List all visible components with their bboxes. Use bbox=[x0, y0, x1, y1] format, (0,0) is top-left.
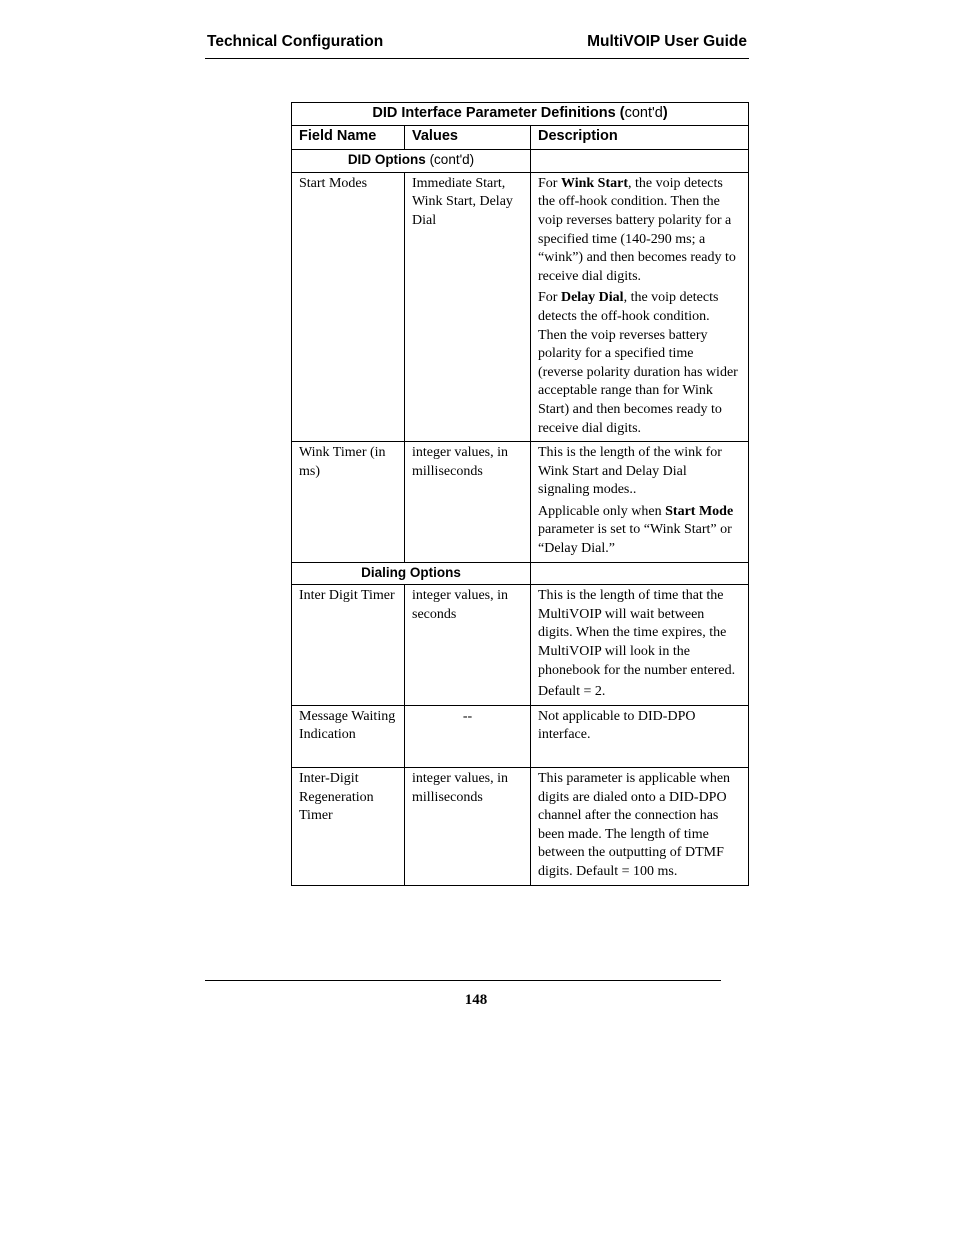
column-header-values: Values bbox=[405, 125, 531, 150]
page-number: 148 bbox=[464, 992, 488, 1008]
desc-bold-term: Wink Start bbox=[560, 175, 628, 191]
section-dialing-options-empty bbox=[531, 562, 749, 585]
field-name: Start Modes bbox=[292, 172, 405, 441]
desc-text: For bbox=[538, 290, 561, 306]
table-title-bold-a: DID Interface Parameter Definitions ( bbox=[372, 105, 625, 121]
section-row-dialing-options bbox=[292, 562, 749, 585]
description-paragraph bbox=[538, 175, 741, 287]
field-values: integer values, in milliseconds bbox=[405, 442, 531, 563]
section-did-options bbox=[292, 150, 531, 173]
field-description bbox=[531, 768, 749, 886]
column-header-field: Field Name bbox=[292, 125, 405, 150]
did-parameter-table bbox=[291, 102, 749, 886]
desc-text: For bbox=[538, 175, 561, 191]
description-paragraph: Not applicable to DID-DPO interface. bbox=[538, 708, 696, 743]
field-name: Inter Digit Timer bbox=[292, 585, 405, 706]
field-description bbox=[531, 705, 749, 767]
footer-rule bbox=[205, 980, 721, 981]
field-values: integer values, in seconds bbox=[405, 585, 531, 706]
column-header-description: Description bbox=[531, 125, 749, 150]
field-values: integer values, in milliseconds bbox=[405, 768, 531, 886]
column-header-row bbox=[292, 125, 749, 150]
field-values: Immediate Start, Wink Start, Delay Dial bbox=[405, 172, 531, 441]
field-name: Wink Timer (in ms) bbox=[292, 442, 405, 563]
table-title-contd: cont'd bbox=[624, 105, 663, 121]
field-description bbox=[531, 585, 749, 706]
section-did-options-empty bbox=[531, 150, 749, 173]
description-paragraph: Default = 2. bbox=[538, 684, 606, 700]
section-did-options-bold: DID Options bbox=[347, 152, 426, 168]
desc-text: , the voip detects detects the off-hook condition. Then the voip reverses battery polarity for a specified time (reverse polarity duration has wider acceptable range than for Wink Start) and then becomes ready to receive dial digits. bbox=[538, 290, 738, 436]
field-values: -- bbox=[405, 705, 531, 767]
field-name: Message Waiting Indication bbox=[292, 705, 405, 767]
description-paragraph bbox=[538, 289, 741, 438]
header-rule bbox=[205, 58, 749, 59]
table-row bbox=[292, 705, 749, 767]
description-paragraph bbox=[538, 503, 741, 559]
desc-text: , the voip detects the off-hook condition. Then the voip reverses battery polarity for a specified time (140-290 ms; a “wink”) and then becomes ready to receive dial digits. bbox=[538, 175, 736, 284]
description-paragraph: This is the length of time that the MultiVOIP will wait between digits. When the time expires, the MultiVOIP will look in the phonebook for the number entered. bbox=[538, 588, 736, 678]
desc-text: parameter is set to “Wink Start” or “Delay Dial.” bbox=[538, 522, 732, 557]
table-title-row bbox=[292, 103, 749, 126]
field-description bbox=[531, 172, 749, 441]
section-row-did-options bbox=[292, 150, 749, 173]
section-dialing-options-bold: Dialing Options bbox=[361, 564, 461, 580]
table-row bbox=[292, 172, 749, 441]
table-row bbox=[292, 585, 749, 706]
table-row bbox=[292, 442, 749, 563]
table-row bbox=[292, 768, 749, 886]
desc-text: Applicable only when bbox=[538, 503, 666, 519]
section-dialing-options bbox=[292, 562, 531, 585]
field-name: Inter-Digit Regeneration Timer bbox=[292, 768, 405, 886]
table-title bbox=[292, 103, 749, 126]
description-paragraph: This is the length of the wink for Wink Start and Delay Dial signaling modes.. bbox=[538, 445, 722, 498]
header-section-title: Technical Configuration bbox=[207, 33, 384, 50]
table-title-bold-b: ) bbox=[662, 105, 668, 121]
desc-bold-term: Delay Dial bbox=[560, 290, 624, 306]
section-did-options-contd: (cont'd) bbox=[425, 152, 475, 168]
field-description bbox=[531, 442, 749, 563]
header-guide-title: MultiVOIP User Guide bbox=[587, 33, 747, 50]
description-paragraph: This parameter is applicable when digits are dialed onto a DID-DPO channel after the connection has been made. The length of time between the outputting of DTMF digits. Default = 100 ms. bbox=[538, 771, 731, 879]
desc-bold-term: Start Mode bbox=[665, 503, 734, 519]
